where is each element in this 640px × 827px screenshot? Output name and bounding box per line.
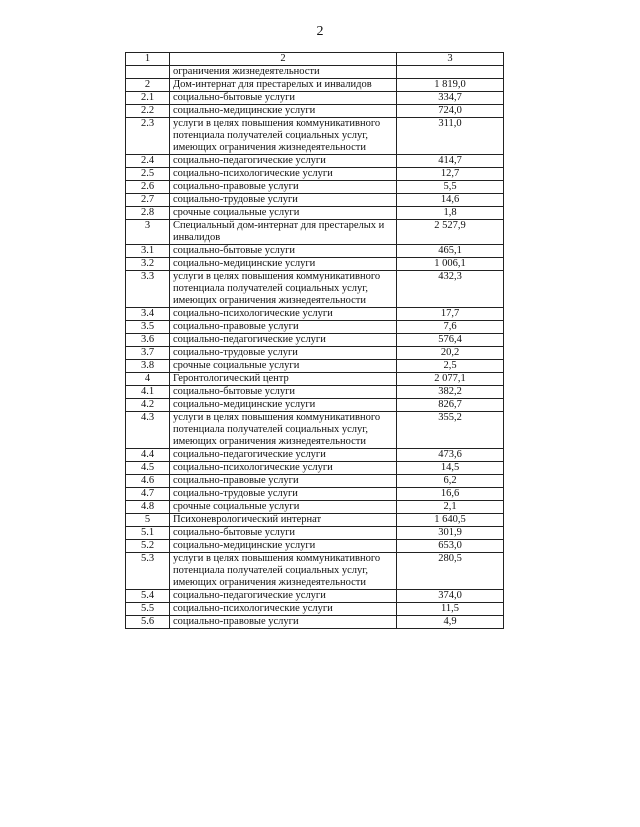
table-row — [126, 553, 504, 590]
row-description-cell: срочные социальные услуги — [170, 360, 397, 373]
row-description-cell: социально-правовые услуги — [170, 475, 397, 488]
table-row — [126, 449, 504, 462]
row-description-cell: социально-бытовые услуги — [170, 92, 397, 105]
row-number-cell: 3 — [126, 220, 170, 245]
row-number-cell: 5.3 — [126, 553, 170, 590]
row-description-cell: социально-педагогические услуги — [170, 334, 397, 347]
row-value-cell: 473,6 — [397, 449, 504, 462]
row-description-cell: социально-медицинские услуги — [170, 399, 397, 412]
row-value-cell: 17,7 — [397, 308, 504, 321]
table-row — [126, 488, 504, 501]
table-row — [126, 245, 504, 258]
row-description-cell: социально-психологические услуги — [170, 603, 397, 616]
row-description-cell: социально-педагогические услуги — [170, 449, 397, 462]
row-description-cell: услуги в целях повышения коммуникативного потенциала получателей социальных услуг, имеющих ограничения жизнедеятельности — [170, 118, 397, 155]
row-number-cell: 5.4 — [126, 590, 170, 603]
row-value-cell: 826,7 — [397, 399, 504, 412]
table-row — [126, 66, 504, 79]
row-description-cell: социально-медицинские услуги — [170, 540, 397, 553]
table-row — [126, 155, 504, 168]
row-number-cell: 4.1 — [126, 386, 170, 399]
row-number-cell: 2.7 — [126, 194, 170, 207]
row-number-cell: 2.3 — [126, 118, 170, 155]
row-description-cell: Дом-интернат для престарелых и инвалидов — [170, 79, 397, 92]
table-row — [126, 514, 504, 527]
row-number-cell: 4.4 — [126, 449, 170, 462]
table-row — [126, 386, 504, 399]
row-value-cell: 2,1 — [397, 501, 504, 514]
row-number-cell: 3.7 — [126, 347, 170, 360]
row-number-cell: 5.2 — [126, 540, 170, 553]
row-value-cell: 724,0 — [397, 105, 504, 118]
row-value-cell: 12,7 — [397, 168, 504, 181]
row-number-cell: 3.3 — [126, 271, 170, 308]
row-value-cell: 5,5 — [397, 181, 504, 194]
table-row — [126, 501, 504, 514]
row-number-cell: 4.3 — [126, 412, 170, 449]
table-row — [126, 92, 504, 105]
row-description-cell: социально-медицинские услуги — [170, 105, 397, 118]
row-description-cell: Психоневрологический интернат — [170, 514, 397, 527]
row-number-cell: 3.5 — [126, 321, 170, 334]
row-number-cell: 3.8 — [126, 360, 170, 373]
row-description-cell: социально-правовые услуги — [170, 616, 397, 629]
row-value-cell: 7,6 — [397, 321, 504, 334]
table-row — [126, 603, 504, 616]
row-value-cell: 653,0 — [397, 540, 504, 553]
table-row — [126, 373, 504, 386]
row-description-cell: социально-психологические услуги — [170, 462, 397, 475]
row-value-cell: 311,0 — [397, 118, 504, 155]
row-number-cell: 4.8 — [126, 501, 170, 514]
table-row — [126, 475, 504, 488]
row-number-cell: 5.1 — [126, 527, 170, 540]
row-value-cell: 4,9 — [397, 616, 504, 629]
row-number-cell: 4.2 — [126, 399, 170, 412]
row-number-cell — [126, 66, 170, 79]
row-value-cell: 2 527,9 — [397, 220, 504, 245]
table-row — [126, 194, 504, 207]
row-value-cell: 576,4 — [397, 334, 504, 347]
table-row — [126, 590, 504, 603]
row-value-cell: 334,7 — [397, 92, 504, 105]
row-value-cell: 355,2 — [397, 412, 504, 449]
header-cell-3: 3 — [397, 53, 504, 66]
row-value-cell: 374,0 — [397, 590, 504, 603]
table-row — [126, 168, 504, 181]
row-description-cell: социально-педагогические услуги — [170, 155, 397, 168]
row-description-cell: социально-бытовые услуги — [170, 386, 397, 399]
table-row — [126, 79, 504, 92]
table-body — [126, 53, 504, 629]
row-number-cell: 5 — [126, 514, 170, 527]
table-row — [126, 105, 504, 118]
row-value-cell: 1 819,0 — [397, 79, 504, 92]
row-description-cell: услуги в целях повышения коммуникативного потенциала получателей социальных услуг, имеющих ограничения жизнедеятельности — [170, 412, 397, 449]
services-table — [125, 52, 504, 629]
row-value-cell: 1 006,1 — [397, 258, 504, 271]
row-number-cell: 2.5 — [126, 168, 170, 181]
row-description-cell: социально-психологические услуги — [170, 168, 397, 181]
row-description-cell: ограничения жизнедеятельности — [170, 66, 397, 79]
row-description-cell: Специальный дом-интернат для престарелых и инвалидов — [170, 220, 397, 245]
row-number-cell: 5.5 — [126, 603, 170, 616]
row-number-cell: 3.2 — [126, 258, 170, 271]
table-row — [126, 462, 504, 475]
table-row — [126, 334, 504, 347]
row-number-cell: 2.8 — [126, 207, 170, 220]
row-number-cell: 4 — [126, 373, 170, 386]
row-value-cell: 6,2 — [397, 475, 504, 488]
table-row — [126, 258, 504, 271]
table-row — [126, 181, 504, 194]
row-value-cell: 11,5 — [397, 603, 504, 616]
row-number-cell: 3.6 — [126, 334, 170, 347]
header-cell-1: 1 — [126, 53, 170, 66]
row-value-cell — [397, 66, 504, 79]
row-number-cell: 2.6 — [126, 181, 170, 194]
row-description-cell: социально-медицинские услуги — [170, 258, 397, 271]
row-description-cell: социально-педагогические услуги — [170, 590, 397, 603]
row-description-cell: срочные социальные услуги — [170, 207, 397, 220]
table-row — [126, 347, 504, 360]
row-description-cell: социально-правовые услуги — [170, 181, 397, 194]
row-value-cell: 414,7 — [397, 155, 504, 168]
row-value-cell: 280,5 — [397, 553, 504, 590]
row-description-cell: социально-психологические услуги — [170, 308, 397, 321]
row-value-cell: 14,6 — [397, 194, 504, 207]
row-value-cell: 20,2 — [397, 347, 504, 360]
row-description-cell: социально-бытовые услуги — [170, 527, 397, 540]
row-number-cell: 4.7 — [126, 488, 170, 501]
row-number-cell: 3.1 — [126, 245, 170, 258]
row-value-cell: 465,1 — [397, 245, 504, 258]
row-description-cell: социально-трудовые услуги — [170, 488, 397, 501]
table-row — [126, 527, 504, 540]
table-row — [126, 412, 504, 449]
row-description-cell: социально-правовые услуги — [170, 321, 397, 334]
table-row — [126, 360, 504, 373]
table-header-row — [126, 53, 504, 66]
row-value-cell: 2 077,1 — [397, 373, 504, 386]
row-number-cell: 5.6 — [126, 616, 170, 629]
row-description-cell: услуги в целях повышения коммуникативного потенциала получателей социальных услуг, имеющих ограничения жизнедеятельности — [170, 553, 397, 590]
row-value-cell: 432,3 — [397, 271, 504, 308]
row-value-cell: 382,2 — [397, 386, 504, 399]
row-description-cell: Геронтологический центр — [170, 373, 397, 386]
row-description-cell: социально-бытовые услуги — [170, 245, 397, 258]
row-number-cell: 2.1 — [126, 92, 170, 105]
table-row — [126, 540, 504, 553]
table-row — [126, 321, 504, 334]
table-row — [126, 220, 504, 245]
page-number: 2 — [316, 24, 324, 39]
row-value-cell: 1,8 — [397, 207, 504, 220]
row-value-cell: 16,6 — [397, 488, 504, 501]
row-description-cell: социально-трудовые услуги — [170, 347, 397, 360]
table-row — [126, 118, 504, 155]
row-value-cell: 2,5 — [397, 360, 504, 373]
row-number-cell: 3.4 — [126, 308, 170, 321]
table-row — [126, 399, 504, 412]
row-value-cell: 14,5 — [397, 462, 504, 475]
row-description-cell: срочные социальные услуги — [170, 501, 397, 514]
table-row — [126, 207, 504, 220]
row-number-cell: 4.5 — [126, 462, 170, 475]
row-number-cell: 2.2 — [126, 105, 170, 118]
row-description-cell: социально-трудовые услуги — [170, 194, 397, 207]
row-number-cell: 2 — [126, 79, 170, 92]
table-row — [126, 308, 504, 321]
table-row — [126, 271, 504, 308]
table-row — [126, 616, 504, 629]
row-value-cell: 301,9 — [397, 527, 504, 540]
header-cell-2: 2 — [170, 53, 397, 66]
row-value-cell: 1 640,5 — [397, 514, 504, 527]
row-number-cell: 2.4 — [126, 155, 170, 168]
row-number-cell: 4.6 — [126, 475, 170, 488]
row-description-cell: услуги в целях повышения коммуникативного потенциала получателей социальных услуг, имеющих ограничения жизнедеятельности — [170, 271, 397, 308]
